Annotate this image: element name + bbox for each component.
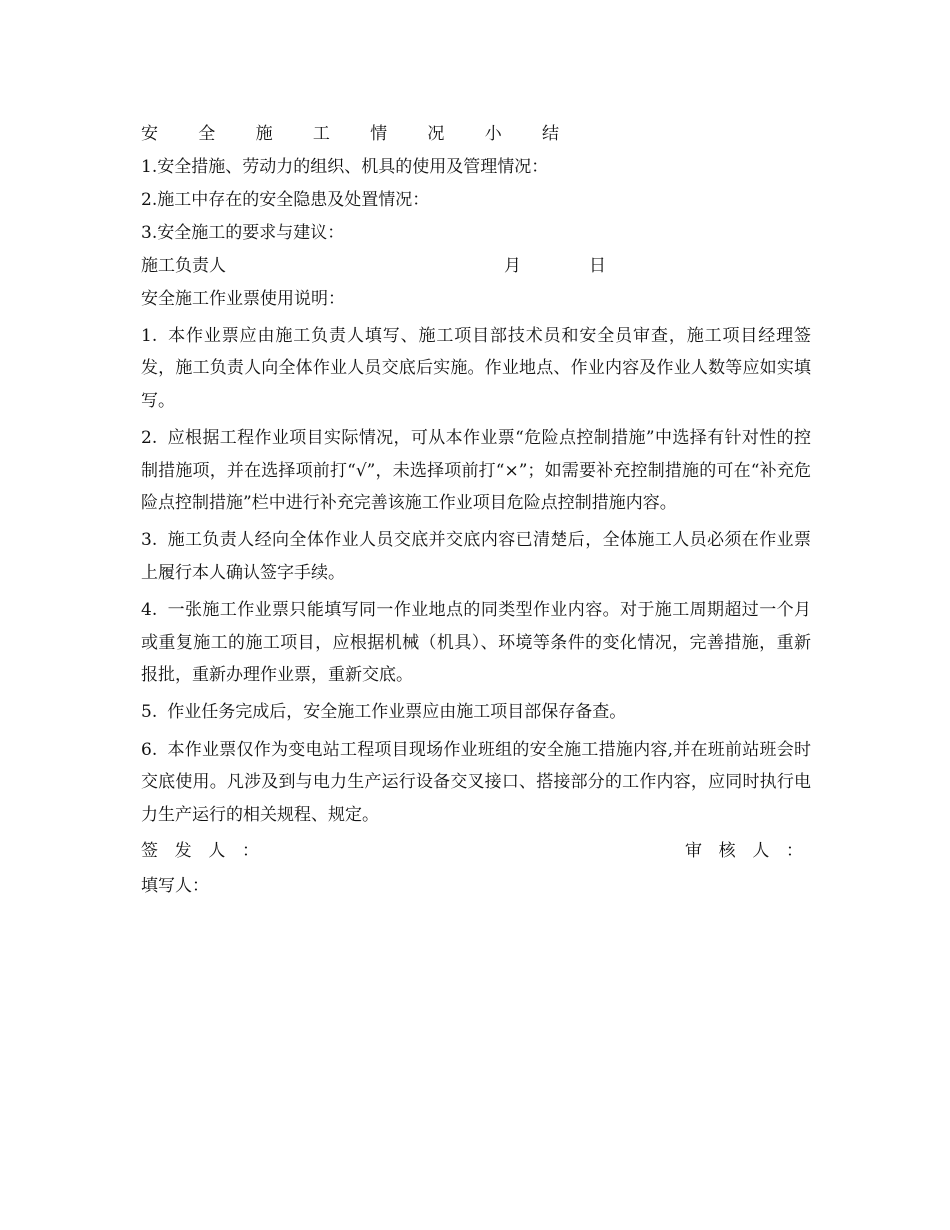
title-char: 全 [198,124,216,144]
reviewer-char: 核 [718,841,736,862]
document-page [141,118,811,903]
issuer-char: 签 [141,841,158,862]
signature-row [141,835,811,868]
title-char: 施 [255,124,273,144]
instruction-paragraph [141,594,811,691]
paragraph-number: 1. [141,326,158,346]
instruction-paragraph [141,734,811,831]
summary-title [141,118,559,151]
instruction-paragraph [141,696,811,728]
month-label: 月 [504,256,521,276]
paragraph-text: 应根据工程作业项目实际情况，可从本作业票“危险点控制措施”中选择有针对性的控制措施项，并在选择项前打“√”，未选择项前打“×”；如需要补充控制措施的可在“补充危险点控制措施”栏中进行补充完善该施工作业项目危险点控制措施内容。 [141,428,811,514]
paragraph-text: 本作业票应由施工负责人填写、施工项目部技术员和安全员审查，施工项目经理签发，施工负责人向全体作业人员交底后实施。作业地点、作业内容及作业人数等应如实填写。 [141,326,811,411]
issuer-char: 发 [174,841,192,862]
paragraph-text: 本作业票仅作为变电站工程项目现场作业班组的安全施工措施内容,并在班前站班会时交底使用。凡涉及到与电力生产运行设备交叉接口、搭接部分的工作内容，应同时执行电力生产运行的相关规程、规定。 [141,739,811,825]
reviewer-label [685,835,803,868]
paragraph-text: 施工负责人经向全体作业人员交底并交底内容已清楚后，全体施工人员必须在作业票上履行本人确认签字手续。 [141,530,811,583]
title-char: 情 [370,124,388,144]
instruction-paragraph [141,524,811,589]
issuer-char: 人 [208,841,226,862]
title-char: 安 [141,124,158,144]
issuer-label [141,835,259,868]
issuer-char: ： [241,841,259,862]
responsible-date-row [141,250,811,283]
day-label: 日 [589,256,606,276]
paragraph-number: 3. [141,530,158,551]
title-char: 工 [312,124,330,144]
paragraph-number: 2. [141,428,158,449]
paragraph-text: 一张施工作业票只能填写同一作业地点的同类型作业内容。对于施工周期超过一个月或重复施工的施工项目，应根据机械（机具）、环境等条件的变化情况，完善措施，重新报批，重新办理作业票，重新交底。 [141,600,811,686]
paragraph-number: 4. [141,600,158,621]
instruction-paragraph [141,320,811,417]
instruction-paragraph [141,422,811,519]
reviewer-char: ： [785,841,803,862]
title-char: 结 [541,124,559,144]
reviewer-char: 人 [752,841,770,862]
title-char: 小 [484,124,502,144]
reviewer-char: 审 [685,841,702,862]
paragraph-text: 作业任务完成后，安全施工作业票应由施工项目部保存备查。 [167,702,627,723]
responsible-label: 施工负责人 [141,256,226,276]
paragraph-number: 6. [141,739,158,760]
summary-item-2: 2.施工中存在的安全隐患及处置情况： [141,190,430,210]
filler-label: 填写人： [141,876,209,897]
summary-item-1: 1.安全措施、劳动力的组织、机具的使用及管理情况： [141,157,549,177]
title-char: 况 [427,124,445,144]
summary-item-3: 3.安全施工的要求与建议： [141,223,345,243]
instructions-heading: 安全施工作业票使用说明： [141,289,345,309]
paragraph-number: 5. [141,702,158,723]
